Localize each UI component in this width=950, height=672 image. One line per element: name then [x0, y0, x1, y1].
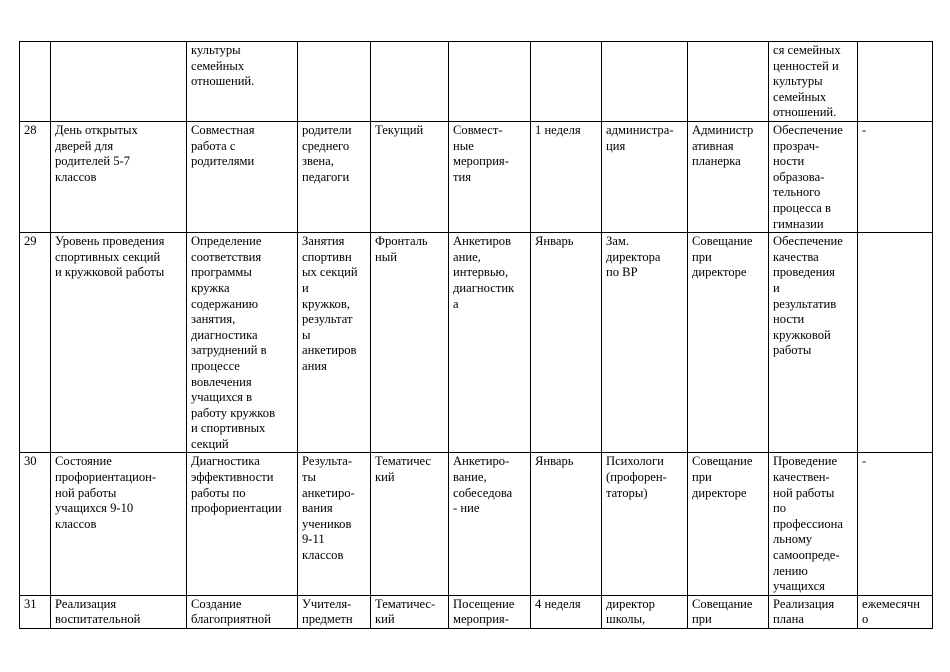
cell-object: родители среднего звена, педагоги — [298, 122, 371, 233]
cell-responsible: директор школы, — [602, 595, 688, 628]
cell-result: ся семейных ценностей и культуры семейных отношений. — [769, 42, 858, 122]
cell-object: Занятия спортивн ых секций и кружков, результат ы анкетиров ания — [298, 233, 371, 453]
cell-extra — [858, 233, 933, 453]
table-row — [20, 122, 933, 233]
cell-method — [449, 42, 531, 122]
cell-summary: Совещание при — [688, 595, 769, 628]
cell-num: 31 — [20, 595, 51, 628]
cell-num — [20, 42, 51, 122]
cell-object — [298, 42, 371, 122]
cell-responsible — [602, 42, 688, 122]
cell-goal: Создание благоприятной — [187, 595, 298, 628]
cell-summary: Совещание при директоре — [688, 233, 769, 453]
cell-type: Тематичес кий — [371, 453, 449, 595]
cell-goal: Определение соответствия программы кружка содержанию занятия, диагностика затруднений в процессе вовлечения учащихся в работу кружков и спортивных секций — [187, 233, 298, 453]
cell-extra: ежемесячн о — [858, 595, 933, 628]
cell-summary: Совещание при директоре — [688, 453, 769, 595]
control-plan-table — [19, 41, 933, 629]
cell-type: Тематичес- кий — [371, 595, 449, 628]
cell-time: 1 неделя — [531, 122, 602, 233]
table-row — [20, 233, 933, 453]
cell-result: Обеспечение качества проведения и результатив ности кружковой работы — [769, 233, 858, 453]
cell-summary — [688, 42, 769, 122]
cell-type: Фронталь ный — [371, 233, 449, 453]
cell-extra: - — [858, 453, 933, 595]
cell-responsible: администра- ция — [602, 122, 688, 233]
cell-object: Результа- ты анкетиро- вания учеников 9-11 классов — [298, 453, 371, 595]
cell-topic: Реализация воспитательной — [51, 595, 187, 628]
cell-extra: - — [858, 122, 933, 233]
cell-topic: День открытых дверей для родителей 5-7 классов — [51, 122, 187, 233]
cell-type — [371, 42, 449, 122]
cell-method: Совмест- ные мероприя- тия — [449, 122, 531, 233]
cell-num: 30 — [20, 453, 51, 595]
cell-method: Анкетиро- вание, собеседова - ние — [449, 453, 531, 595]
table-row — [20, 595, 933, 628]
cell-goal: культуры семейных отношений. — [187, 42, 298, 122]
cell-time: Январь — [531, 233, 602, 453]
cell-method: Анкетиров ание, интервью, диагностик а — [449, 233, 531, 453]
cell-result: Обеспечение прозрач- ности образова- тельного процесса в гимназии — [769, 122, 858, 233]
cell-num: 28 — [20, 122, 51, 233]
cell-goal: Совместная работа с родителями — [187, 122, 298, 233]
cell-responsible: Психологи (профорен- таторы) — [602, 453, 688, 595]
cell-extra — [858, 42, 933, 122]
cell-time: 4 неделя — [531, 595, 602, 628]
cell-topic: Уровень проведения спортивных секций и кружковой работы — [51, 233, 187, 453]
table-row — [20, 453, 933, 595]
document-page — [19, 41, 932, 629]
cell-time: Январь — [531, 453, 602, 595]
cell-goal: Диагностика эффективности работы по профориентации — [187, 453, 298, 595]
table-row — [20, 42, 933, 122]
cell-topic: Состояние профориентацион- ной работы учащихся 9-10 классов — [51, 453, 187, 595]
cell-object: Учителя- предметн — [298, 595, 371, 628]
cell-topic — [51, 42, 187, 122]
cell-summary: Администр ативная планерка — [688, 122, 769, 233]
cell-result: Реализация плана — [769, 595, 858, 628]
cell-responsible: Зам. директора по ВР — [602, 233, 688, 453]
cell-time — [531, 42, 602, 122]
cell-result: Проведение качествен- ной работы по профессиона льному самоопреде- лению учащихся — [769, 453, 858, 595]
cell-method: Посещение мероприя- — [449, 595, 531, 628]
cell-type: Текущий — [371, 122, 449, 233]
cell-num: 29 — [20, 233, 51, 453]
